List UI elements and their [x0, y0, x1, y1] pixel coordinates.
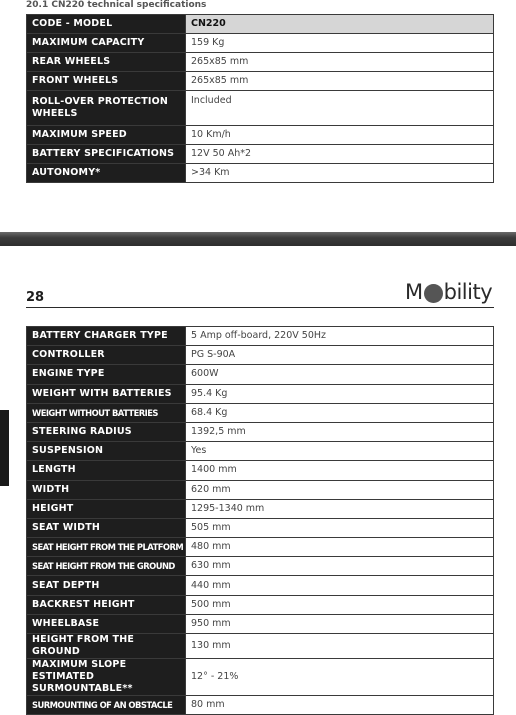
spec-value: 620 mm [186, 480, 494, 499]
spec-value: 480 mm [186, 538, 494, 557]
header-rule [26, 307, 494, 308]
spec-value: PG S-90A [186, 346, 494, 365]
table-row [27, 164, 494, 183]
spec-value: 600W [186, 365, 494, 384]
table-row [27, 480, 494, 499]
spec-value: 5 Amp off-board, 220V 50Hz [186, 327, 494, 346]
mobility-logo [405, 280, 492, 304]
spec-value: 950 mm [186, 614, 494, 633]
spec-table-top [26, 14, 494, 183]
spec-label: SEAT HEIGHT FROM THE PLATFORM [27, 538, 186, 557]
table-row [27, 384, 494, 403]
table-row [27, 614, 494, 633]
page-divider [0, 232, 516, 246]
spec-value: 68.4 Kg [186, 403, 494, 422]
spec-value: 630 mm [186, 557, 494, 576]
spec-label: FRONT WHEELS [27, 72, 186, 91]
section-title: 20.1 CN220 technical specifications [26, 0, 207, 10]
table-row [27, 595, 494, 614]
spec-value: 1392,5 mm [186, 422, 494, 441]
table-row [27, 538, 494, 557]
table-row [27, 696, 494, 715]
spec-value: 80 mm [186, 696, 494, 715]
spec-value: 159 Kg [186, 34, 494, 53]
table-row [27, 499, 494, 518]
table-row [27, 145, 494, 164]
spec-table-bottom [26, 326, 494, 715]
spec-label: SUSPENSION [27, 442, 186, 461]
table-row [27, 403, 494, 422]
table-row [27, 53, 494, 72]
table-row [27, 91, 494, 126]
table-row [27, 634, 494, 659]
spec-value: 130 mm [186, 634, 494, 659]
spec-label: MAXIMUM SLOPE ESTIMATED SURMOUNTABLE** [27, 659, 186, 696]
spec-value: Yes [186, 442, 494, 461]
spec-label: ROLL-OVER PROTECTION WHEELS [27, 91, 186, 126]
spec-label: BATTERY SPECIFICATIONS [27, 145, 186, 164]
table-row [27, 126, 494, 145]
spec-value: 265x85 mm [186, 72, 494, 91]
spec-label: LENGTH [27, 461, 186, 480]
spec-label: HEIGHT [27, 499, 186, 518]
table-row [27, 327, 494, 346]
spec-value: 505 mm [186, 518, 494, 537]
table-row [27, 576, 494, 595]
spec-value: 265x85 mm [186, 53, 494, 72]
table-row [27, 442, 494, 461]
spec-value: >34 Km [186, 164, 494, 183]
spec-value: 12° - 21% [186, 659, 494, 696]
spec-label: WEIGHT WITH BATTERIES [27, 384, 186, 403]
logo-text-right: bility [443, 280, 493, 304]
spec-label: WHEELBASE [27, 614, 186, 633]
table-row [27, 557, 494, 576]
table-row [27, 72, 494, 91]
spec-label: SEAT WIDTH [27, 518, 186, 537]
spec-label: SEAT HEIGHT FROM THE GROUND [27, 557, 186, 576]
spec-value: 440 mm [186, 576, 494, 595]
spec-value: CN220 [186, 15, 494, 34]
side-tab-marker [0, 410, 9, 486]
spec-value: 12V 50 Ah*2 [186, 145, 494, 164]
spec-label: MAXIMUM CAPACITY [27, 34, 186, 53]
logo-circle-icon [424, 284, 443, 303]
spec-label: AUTONOMY* [27, 164, 186, 183]
table-row [27, 34, 494, 53]
spec-value: 500 mm [186, 595, 494, 614]
spec-label: BATTERY CHARGER TYPE [27, 327, 186, 346]
spec-label: BACKREST HEIGHT [27, 595, 186, 614]
spec-value: 1400 mm [186, 461, 494, 480]
spec-value: 10 Km/h [186, 126, 494, 145]
spec-label: SEAT DEPTH [27, 576, 186, 595]
table-row [27, 422, 494, 441]
spec-label: REAR WHEELS [27, 53, 186, 72]
spec-label: STEERING RADIUS [27, 422, 186, 441]
spec-label: WIDTH [27, 480, 186, 499]
table-row [27, 518, 494, 537]
spec-value: Included [186, 91, 494, 126]
spec-label: WEIGHT WITHOUT BATTERIES [27, 403, 186, 422]
table-row [27, 15, 494, 34]
logo-text-left: M [405, 280, 423, 304]
table-row [27, 346, 494, 365]
table-row [27, 461, 494, 480]
spec-label: MAXIMUM SPEED [27, 126, 186, 145]
table-row [27, 365, 494, 384]
spec-label: CODE - MODEL [27, 15, 186, 34]
spec-value: 1295-1340 mm [186, 499, 494, 518]
spec-label: SURMOUNTING OF AN OBSTACLE [27, 696, 186, 715]
page-number: 28 [26, 290, 45, 305]
spec-label: ENGINE TYPE [27, 365, 186, 384]
spec-label: HEIGHT FROM THE GROUND [27, 634, 186, 659]
spec-label: CONTROLLER [27, 346, 186, 365]
table-row [27, 659, 494, 696]
spec-value: 95.4 Kg [186, 384, 494, 403]
